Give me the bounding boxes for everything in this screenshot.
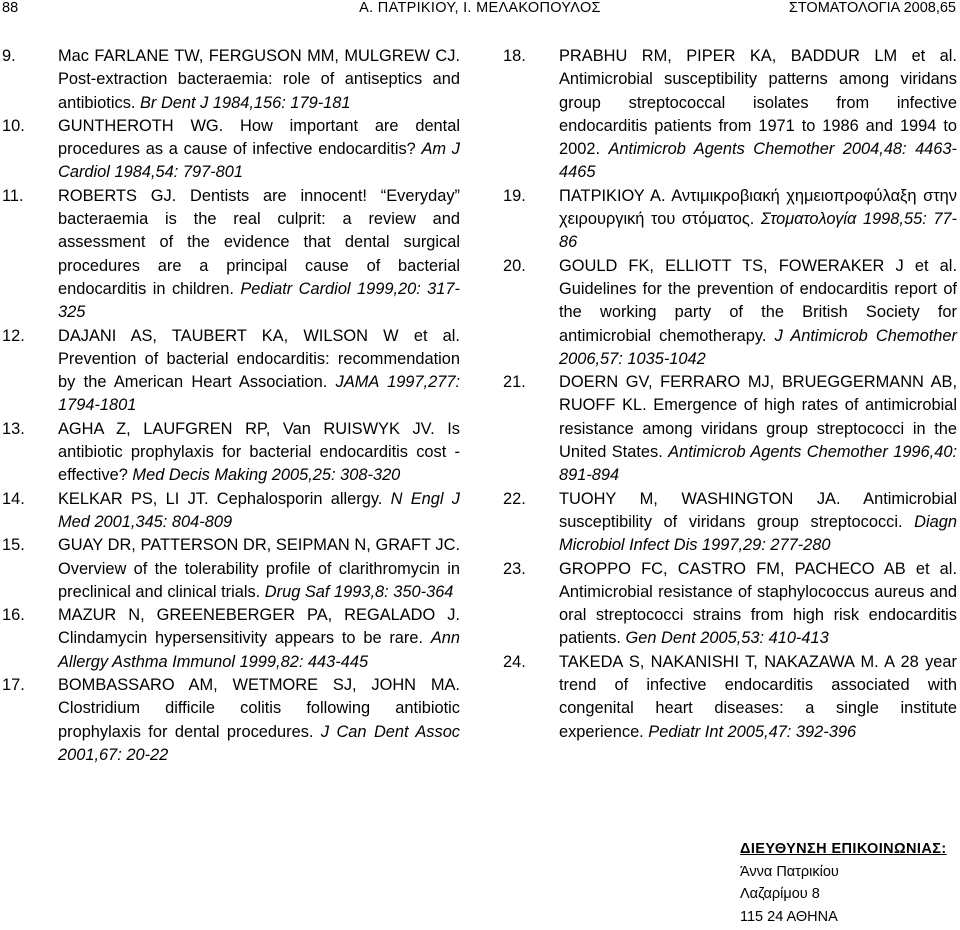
- reference-number: 16.: [2, 606, 25, 625]
- reference-journal: Diagn Microbiol Infect Dis 1997,29: 277-280: [559, 512, 957, 555]
- reference-text: ROBERTS GJ. Dentists are innocent! “Everyday” bacteraemia is the real culprit: a review and assessment of the evidence that dental surgical procedures are a principal cause of bacterial endocarditis in children.: [58, 186, 460, 298]
- reference-number: 17.: [2, 676, 25, 695]
- reference-number: 18.: [503, 47, 526, 65]
- reference-number: 9.: [2, 47, 16, 65]
- reference-number: 11.: [2, 186, 24, 205]
- reference-journal: Br Dent J 1984,156: 179-181: [140, 93, 351, 112]
- reference-text: GROPPO FC, CASTRO FM, PACHECO AB et al. Antimicrobial resistance of staphylococcus aureus and oral streptococci strains from high risk endocarditis patients.: [559, 559, 957, 648]
- reference-item: [503, 488, 957, 558]
- reference-journal: Med Decis Making 2005,25: 308-320: [132, 466, 401, 485]
- reference-item: [2, 604, 460, 674]
- correspondence-address: [740, 838, 947, 928]
- address-city: 115 24 ΑΘΗΝΑ: [740, 908, 838, 925]
- reference-number: 20.: [503, 256, 526, 275]
- reference-journal: JAMA 1997,277: 1794-1801: [58, 373, 460, 415]
- reference-journal: Στοματολογία 1998,55: 77-86: [559, 210, 958, 252]
- reference-number: 19.: [503, 186, 526, 205]
- reference-item: [503, 651, 957, 744]
- reference-number: 21.: [503, 373, 526, 392]
- address-title: ΔΙΕΥΘΥΝΣΗ ΕΠΙΚΟΙΝΩΝΙΑΣ:: [740, 841, 947, 857]
- reference-item: [503, 558, 957, 651]
- reference-journal: Ann Allergy Asthma Immunol 1999,82: 443-445: [58, 629, 460, 671]
- reference-journal: Drug Saf 1993,8: 350-364: [264, 582, 454, 601]
- reference-journal: Am J Cardiol 1984,54: 797-801: [58, 140, 460, 182]
- reference-number: 23.: [503, 559, 526, 578]
- reference-text: TUOHY M, WASHINGTON JA. Antimicrobial susceptibility of viridans group streptococci.: [559, 489, 957, 531]
- reference-item: [503, 371, 957, 487]
- reference-item: [2, 534, 460, 604]
- reference-text: DOERN GV, FERRARO MJ, BRUEGGERMANN AB, RUOFF KL. Emergence of high rates of antimicrobial resistance among viridans group streptococci in the United States.: [559, 373, 957, 462]
- reference-item: [503, 45, 957, 185]
- references-left-column: [2, 45, 460, 767]
- address-name: Άννα Πατρικίου: [740, 863, 839, 880]
- reference-journal: J Antimicrob Chemother 2006,57: 1035-1042: [559, 326, 957, 368]
- reference-text: PRABHU RM, PIPER KA, BADDUR LM et al. Antimicrobial susceptibility patterns among viridans group streptococcal isolates from infective endocarditis patients from 1971 to 1986 and 1994 to 2002.: [559, 47, 957, 159]
- reference-journal: Pediatr Cardiol 1999,20: 317-325: [58, 279, 460, 322]
- reference-item: [2, 325, 460, 418]
- reference-journal: Gen Dent 2005,53: 410-413: [625, 629, 829, 648]
- reference-text: MAZUR N, GREENEBERGER PA, REGALADO J. Clindamycin hypersensitivity appears to be rare.: [58, 606, 460, 648]
- reference-item: [2, 45, 460, 115]
- reference-item: [2, 115, 460, 185]
- reference-text: Mac FARLANE TW, FERGUSON MM, MULGREW CJ. Post-extraction bacteraemia: role of antiseptics and antibiotics.: [58, 47, 460, 112]
- reference-number: 10.: [2, 116, 25, 135]
- reference-number: 15.: [2, 536, 25, 555]
- running-header: [0, 0, 960, 18]
- reference-text: ΠΑΤΡΙΚΙΟΥ Α. Αντιμικροβιακή χημειοπροφύλαξη στην χειρουργική του στόματος.: [559, 186, 957, 229]
- reference-item: [2, 488, 460, 535]
- reference-number: 12.: [2, 326, 25, 345]
- reference-number: 22.: [503, 489, 526, 508]
- page-number: 88: [2, 0, 19, 16]
- reference-text: KELKAR PS, LI JT. Cephalosporin allergy.: [58, 489, 391, 508]
- reference-journal: Pediatr Int 2005,47: 392-396: [648, 722, 857, 741]
- address-street: Λαζαρίμου 8: [740, 886, 820, 902]
- running-authors: Α. ΠΑΤΡΙΚΙΟΥ, Ι. ΜΕΛΑΚΟΠΟΥΛΟΣ: [359, 0, 601, 16]
- references-right-column: [503, 45, 957, 744]
- reference-item: [503, 255, 957, 371]
- reference-text: BOMBASSARO AM, WETMORE SJ, JOHN MA. Clostridium difficile colitis following antibiotic prophylaxis for dental procedures.: [58, 676, 460, 741]
- reference-text: GUNTHEROTH WG. How important are dental procedures as a cause of infective endocarditis?: [58, 116, 460, 159]
- reference-item: [503, 185, 957, 255]
- reference-text: TAKEDA S, NAKANISHI T, NAKAZAWA M. A 28 year trend of infective endocarditis associated with congenital heart diseases: a single institute experience.: [559, 652, 957, 741]
- reference-journal: Antimicrob Agents Chemother 2004,48: 4463-4465: [559, 140, 957, 182]
- reference-number: 13.: [2, 419, 25, 438]
- reference-journal: Antimicrob Agents Chemother 1996,40: 891-894: [559, 443, 958, 485]
- reference-journal: N Engl J Med 2001,345: 804-809: [58, 489, 460, 531]
- reference-item: [2, 418, 460, 488]
- reference-text: AGHA Z, LAUFGREN RP, Van RUISWYK JV. Is antibiotic prophylaxis for bacterial endocarditis cost - effective?: [58, 419, 460, 485]
- reference-item: [2, 674, 460, 767]
- reference-number: 24.: [503, 652, 526, 671]
- reference-text: GOULD FK, ELLIOTT TS, FOWERAKER J et al. Guidelines for the prevention of endocarditis report of the working party of the British Society for antimicrobial chemotherapy.: [559, 256, 957, 345]
- reference-item: [2, 185, 460, 325]
- reference-text: DAJANI AS, TAUBERT KA, WILSON W et al. Prevention of bacterial endocarditis: recommendation by the American Heart Association.: [58, 326, 460, 392]
- journal-citation: ΣΤΟΜΑΤΟΛΟΓΙΑ 2008,65: [788, 0, 956, 16]
- reference-number: 14.: [2, 489, 25, 508]
- reference-text: GUAY DR, PATTERSON DR, SEIPMAN N, GRAFT JC. Overview of the tolerability profile of clarithromycin in preclinical and clinical trials.: [58, 536, 460, 601]
- reference-journal: J Can Dent Assoc 2001,67: 20-22: [58, 722, 460, 764]
